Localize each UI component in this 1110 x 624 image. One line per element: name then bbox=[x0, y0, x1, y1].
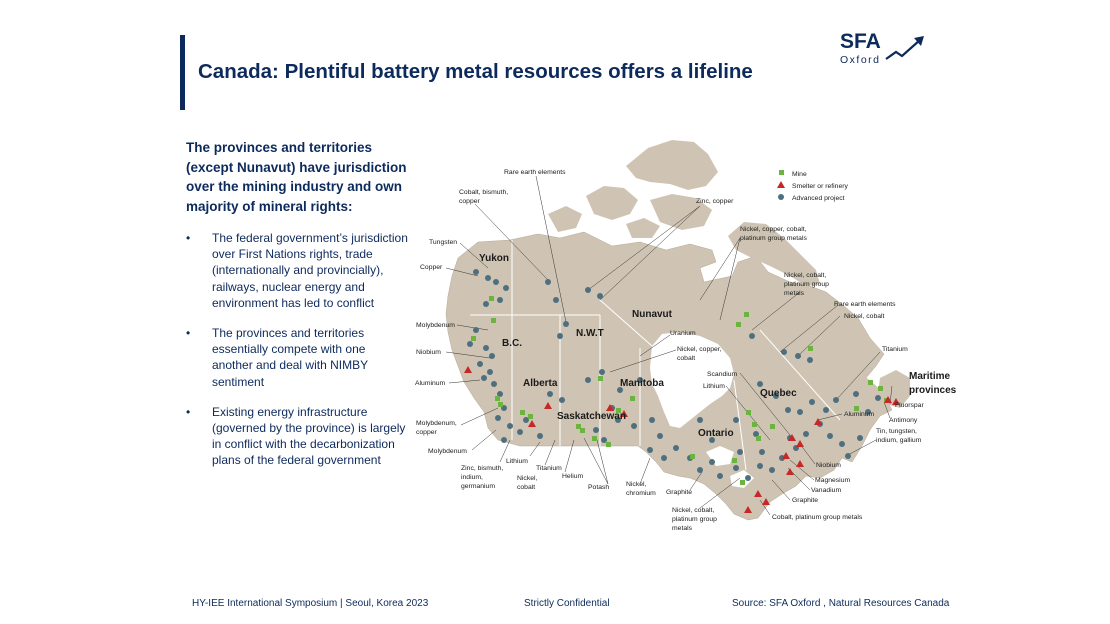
label-helium: Helium bbox=[562, 473, 584, 480]
label-fluorspar: Fluorspar bbox=[895, 402, 924, 409]
label-molybdenum: Molybdenum bbox=[416, 322, 455, 329]
label-nickel-copper-cobalt: Nickel, copper, bbox=[677, 346, 722, 353]
bullet-item: • The provinces and territories essentially compete with one another and deal with NIMBY sentiment bbox=[186, 325, 408, 390]
logo-text: SFA bbox=[840, 30, 881, 53]
advanced-legend-icon bbox=[778, 194, 784, 200]
label-tin-tungsten: Tin, tungsten, bbox=[876, 428, 917, 435]
bullet-item: • Existing energy infrastructure (governed by the province) is largely in conflict with the decarbonization plans of the federal government bbox=[186, 404, 408, 469]
label-cobalt-bismuth: copper bbox=[459, 198, 480, 205]
label-nickel-cobalt-pgm-qc: platinum group bbox=[784, 281, 829, 288]
page-title: Canada: Plentiful battery metal resources offers a lifeline bbox=[198, 60, 753, 83]
region-nwt: N.W.T bbox=[576, 328, 604, 339]
legend-mine: Mine bbox=[792, 171, 807, 178]
smelter-legend-icon bbox=[777, 181, 785, 188]
label-niobium: Niobium bbox=[416, 349, 441, 356]
label-nickel-cobalt-pgm: platinum group bbox=[672, 516, 717, 523]
label-graphite-qc: Graphite bbox=[792, 497, 819, 504]
label-nickel-cobalt-pgm-qc: metals bbox=[784, 290, 805, 297]
label-antimony: Antimony bbox=[889, 417, 918, 424]
label-cobalt-pgm: Cobalt, platinum group metals bbox=[772, 514, 863, 521]
label-nickel-copper-cobalt-pgm: Nickel, copper, cobalt, bbox=[740, 226, 807, 233]
label-rare-earth-qc: Rare earth elements bbox=[834, 301, 896, 308]
label-nickel-cobalt-qc: Nickel, cobalt bbox=[844, 313, 885, 320]
region-maritime: Maritime bbox=[909, 371, 951, 382]
label-uranium: Uranium bbox=[670, 330, 696, 337]
canada-map bbox=[405, 132, 960, 552]
region-saskatchewan: Saskatchewan bbox=[557, 411, 626, 422]
arctic-island bbox=[548, 206, 582, 232]
label-nickel-cobalt-pgm: Nickel, cobalt, bbox=[672, 507, 715, 514]
label-rare-earth-top: Rare earth elements bbox=[504, 169, 566, 176]
bullet-item: • The federal government’s jurisdiction over First Nations rights, trade (internationally and provincially), railways, nuclear energy and environment has led to conflict bbox=[186, 230, 408, 311]
legend-advanced: Advanced project bbox=[792, 195, 845, 202]
title-accent-bar bbox=[180, 35, 185, 110]
label-niobium-e: Niobium bbox=[816, 462, 841, 469]
map-legend bbox=[777, 170, 849, 202]
footer-source: Source: SFA Oxford , Natural Resources Canada bbox=[732, 598, 950, 609]
label-molybdenum-copper: copper bbox=[416, 429, 437, 436]
sfa-oxford-logo bbox=[838, 26, 930, 70]
label-graphite: Graphite bbox=[666, 489, 693, 496]
label-tungsten: Tungsten bbox=[429, 239, 458, 246]
label-titanium: Titanium bbox=[536, 465, 562, 472]
region-alberta: Alberta bbox=[523, 378, 558, 389]
region-provinces: provinces bbox=[909, 385, 957, 396]
region-nunavut: Nunavut bbox=[632, 309, 672, 320]
footer-event: HY-IEE International Symposium | Seoul, Korea 2023 bbox=[192, 598, 429, 609]
left-panel bbox=[186, 138, 408, 483]
arctic-island bbox=[586, 186, 638, 220]
label-nickel-copper-cobalt-pgm: platinum group metals bbox=[740, 235, 807, 242]
label-nickel-cobalt: cobalt bbox=[517, 484, 536, 491]
intro-text: The provinces and territories (except Nunavut) have jurisdiction over the mining industry and own majority of mineral rights: bbox=[186, 140, 407, 214]
logo-arrow-icon bbox=[886, 40, 920, 59]
legend-smelter: Smelter or refinery bbox=[792, 183, 848, 190]
arctic-island bbox=[626, 218, 660, 238]
region-quebec: Quebec bbox=[760, 388, 797, 399]
label-nickel-cobalt: Nickel, bbox=[517, 475, 538, 482]
label-magnesium: Magnesium bbox=[815, 477, 851, 484]
bullet-list bbox=[186, 230, 408, 469]
label-nickel-chromium: chromium bbox=[626, 490, 656, 497]
label-tin-tungsten: indium, gallium bbox=[876, 437, 922, 444]
label-potash: Potash bbox=[588, 484, 610, 491]
region-ontario: Ontario bbox=[698, 428, 734, 439]
label-zinc-bismuth: Zinc, bismuth, bbox=[461, 465, 504, 472]
label-lithium: Lithium bbox=[506, 458, 528, 465]
label-nickel-cobalt-pgm: metals bbox=[672, 525, 693, 532]
label-aluminum-e: Aluminum bbox=[844, 411, 875, 418]
footer-confidential: Strictly Confidential bbox=[524, 598, 610, 609]
label-nickel-cobalt-pgm-qc: Nickel, cobalt, bbox=[784, 272, 827, 279]
label-aluminum: Aluminum bbox=[415, 380, 446, 387]
label-nickel-chromium: Nickel, bbox=[626, 481, 647, 488]
label-zinc-bismuth: germanium bbox=[461, 483, 495, 490]
label-zinc-bismuth: indium, bbox=[461, 474, 483, 481]
label-vanadium: Vanadium bbox=[811, 487, 842, 494]
mine-legend-icon bbox=[779, 170, 784, 175]
label-molybdenum: Molybdenum bbox=[428, 448, 467, 455]
label-titanium-e: Titanium bbox=[882, 346, 908, 353]
label-copper: Copper bbox=[420, 264, 443, 271]
logo-subtext: Oxford bbox=[840, 54, 881, 66]
label-zinc-copper: Zinc, copper bbox=[696, 198, 734, 205]
label-molybdenum-copper: Molybdenum, bbox=[416, 420, 457, 427]
arctic-island bbox=[626, 140, 718, 190]
region-yukon: Yukon bbox=[479, 253, 510, 264]
label-cobalt-bismuth: Cobalt, bismuth, bbox=[459, 189, 509, 196]
region-bc: B.C. bbox=[502, 338, 522, 349]
label-scandium: Scandium bbox=[707, 371, 738, 378]
region-manitoba: Manitoba bbox=[620, 378, 664, 389]
label-lithium-qc: Lithium bbox=[703, 383, 725, 390]
label-nickel-copper-cobalt: cobalt bbox=[677, 355, 696, 362]
